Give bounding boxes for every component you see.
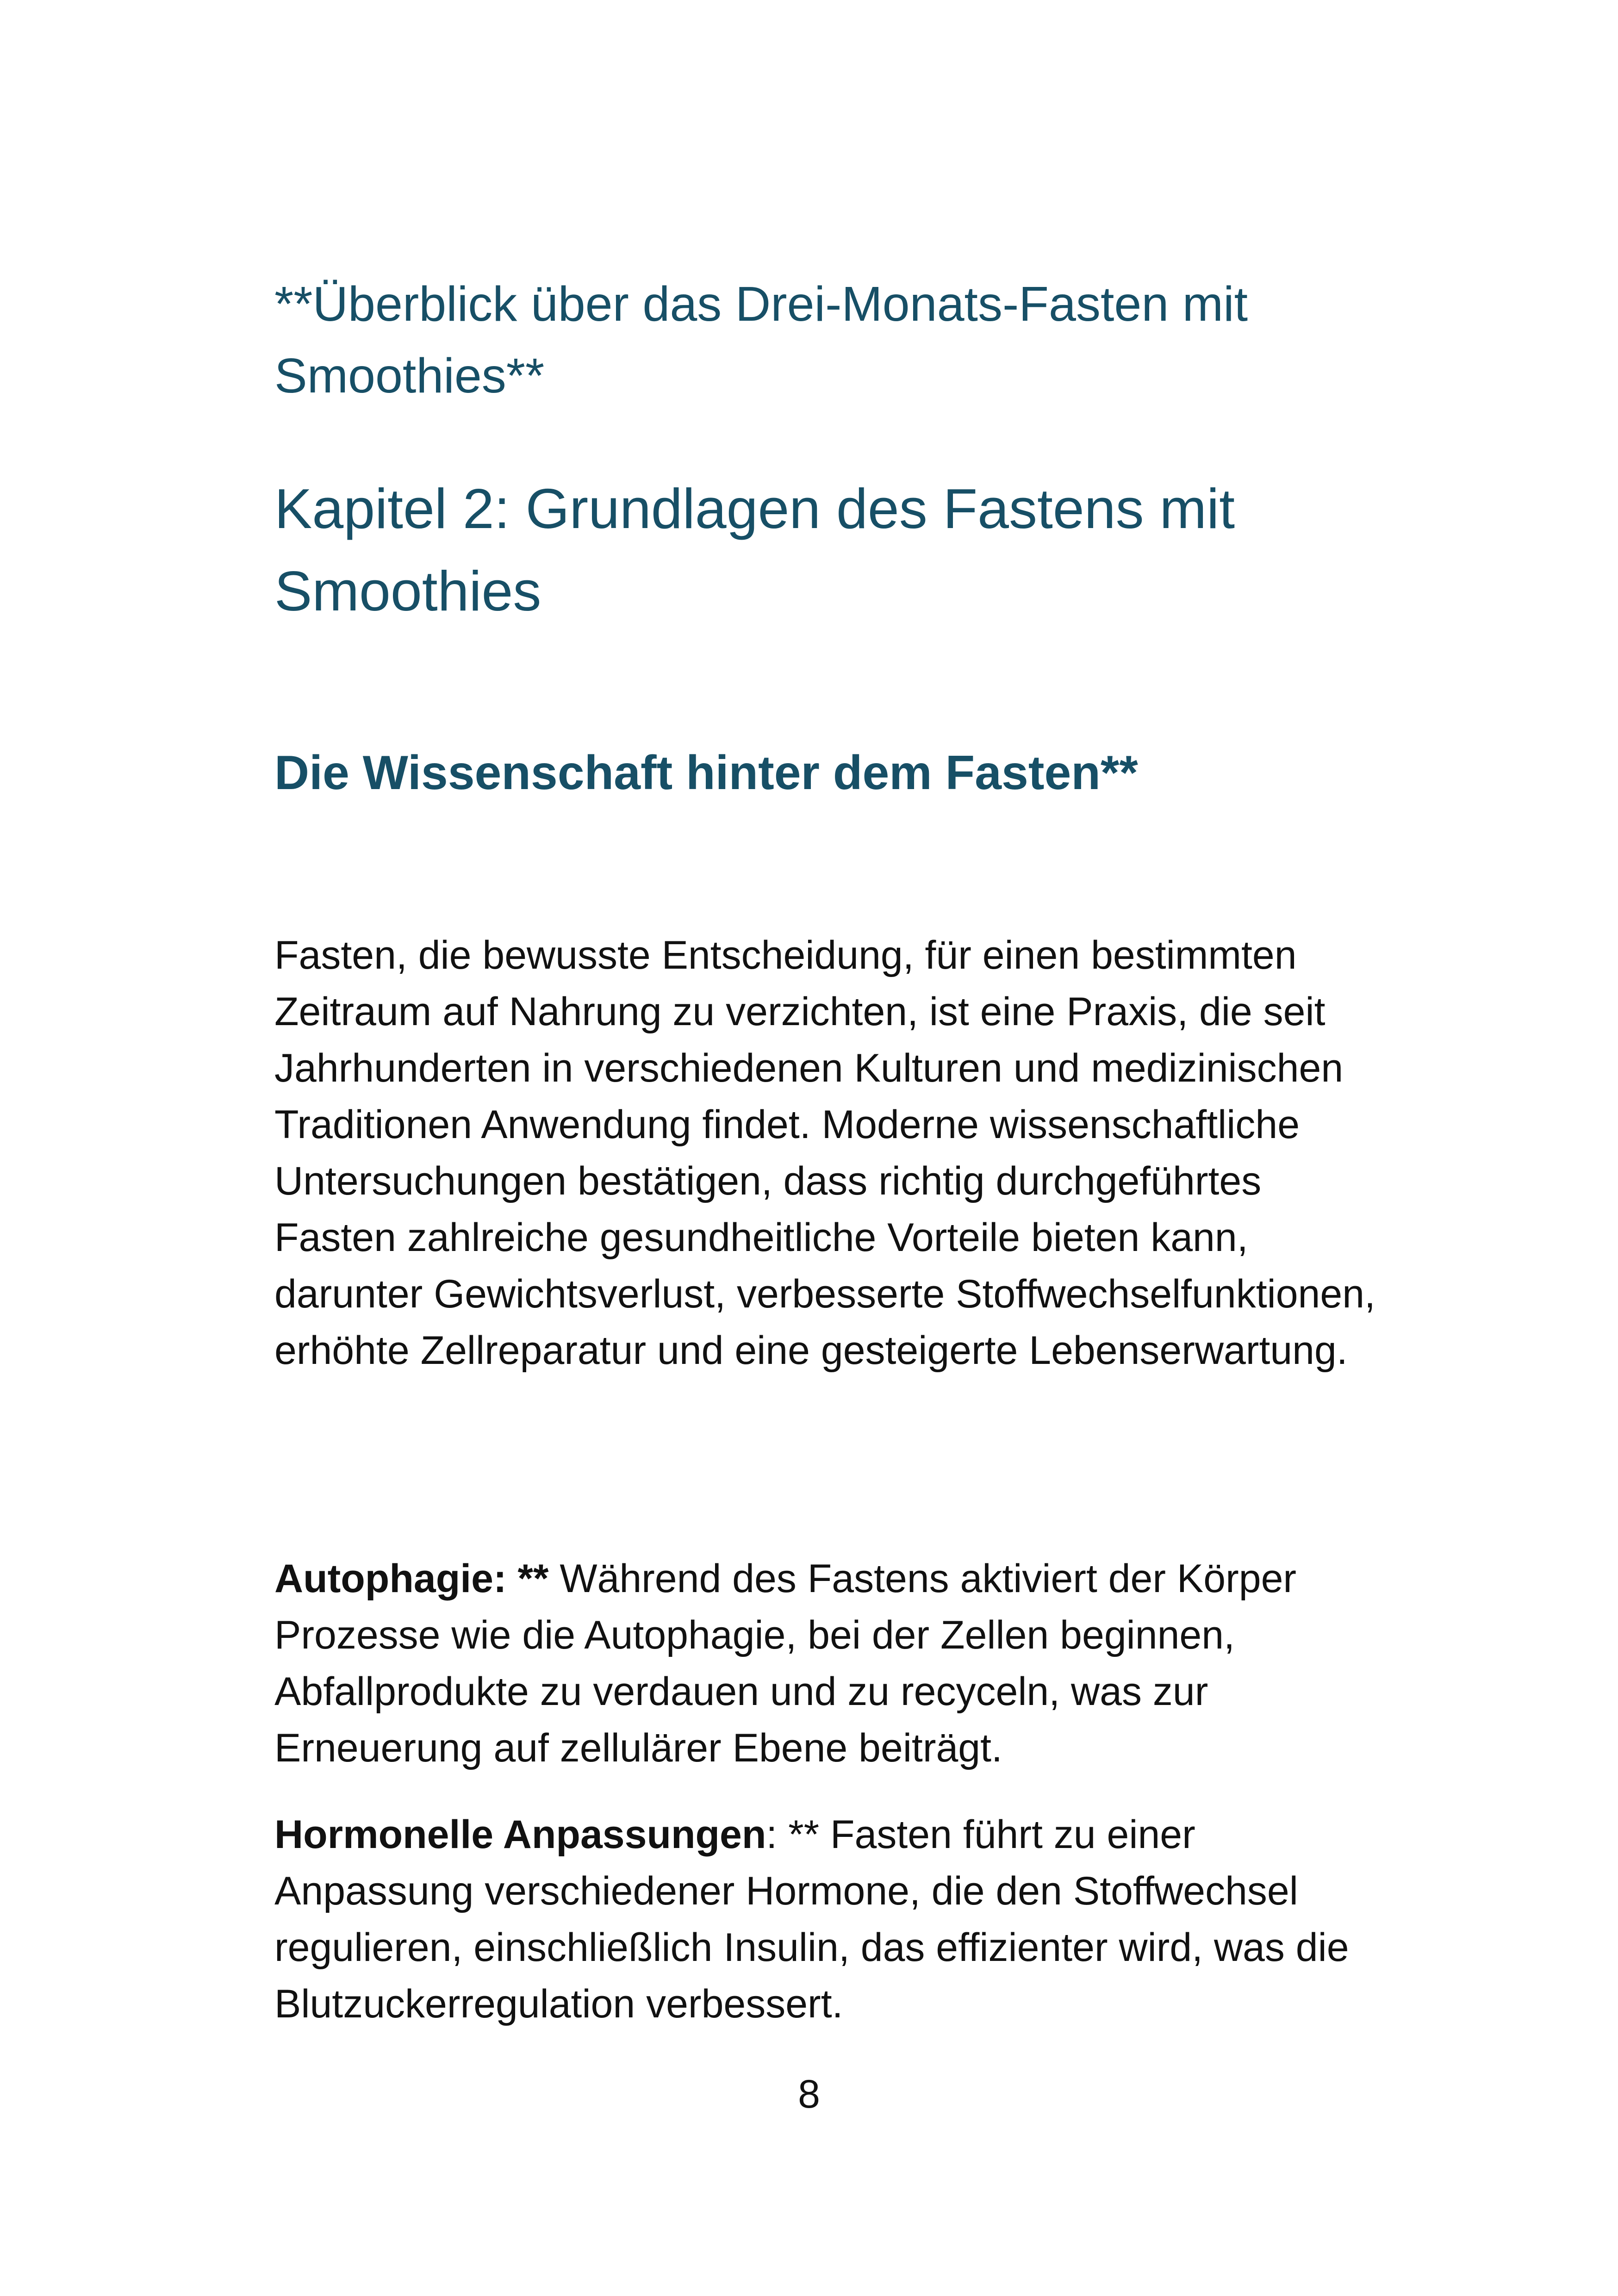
overview-title: **Überblick über das Drei-Monats-Fasten mit Smoothies** — [274, 277, 1248, 403]
hormones-paragraph — [274, 1806, 1385, 2032]
hormones-text: : ** Fasten führt zu einer Anpassung verschiedener Hormone, die den Stoffwechsel regulieren, einschließlich Insulin, das effizienter wird, was die Blutzuckerregulation verbessert. — [274, 1812, 1349, 2026]
intro-paragraph: Fasten, die bewusste Entscheidung, für einen bestimmten Zeitraum auf Nahrung zu verzichten, ist eine Praxis, die seit Jahrhunderten in verschiedenen Kulturen und medizinischen Traditionen Anwendung findet. Moderne wissenschaftliche Untersuchungen bestätigen, dass richtig durchgeführtes Fasten zahlreiche gesundheitliche Vorteile bieten kann, darunter Gewichtsverlust, verbesserte Stoffwechselfunktionen, erhöhte Zellreparatur und eine gesteigerte Lebenserwartung. — [274, 933, 1375, 1373]
autophagy-term: Autophagie: ** — [274, 1556, 549, 1601]
autophagy-paragraph — [274, 1550, 1385, 1776]
autophagy-text: Während des Fastens aktiviert der Körper Prozesse wie die Autophagie, bei der Zellen beginnen, Abfallprodukte zu verdauen und zu recyceln, was zur Erneuerung auf zellulärer Ebene beiträgt. — [274, 1556, 1297, 1770]
hormones-term: Hormonelle Anpassungen — [274, 1812, 766, 1857]
chapter-title: Kapitel 2: Grundlagen des Fastens mit Smoothies — [274, 477, 1235, 622]
page-number: 8 — [798, 2072, 820, 2116]
section-title: Die Wissenschaft hinter dem Fasten** — [274, 746, 1138, 800]
